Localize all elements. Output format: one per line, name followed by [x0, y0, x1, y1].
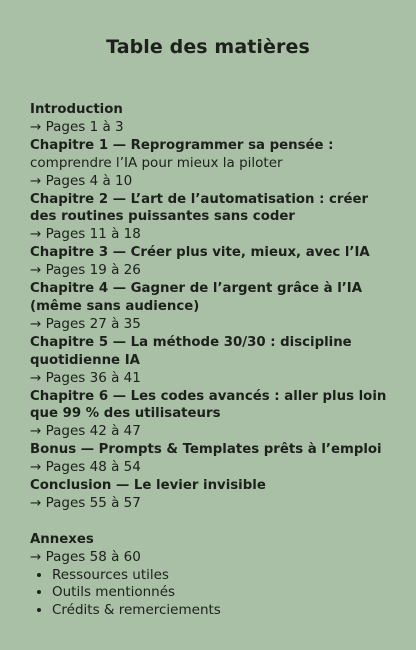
- toc-entry-chapitre-6: [30, 388, 392, 442]
- entry-heading: Chapitre 5 — La méthode 30/30 : discipline quotidienne IA: [30, 334, 352, 368]
- entry-pages: → Pages 42 à 47: [30, 423, 141, 440]
- entry-heading: Chapitre 3 — Créer plus vite, mieux, avec l’IA: [30, 245, 370, 261]
- page-title: Table des matières: [106, 36, 310, 58]
- entry-pages: → Pages 11 à 18: [30, 226, 141, 243]
- entry-pages: → Pages 27 à 35: [30, 315, 141, 332]
- entry-pages: → Pages 55 à 57: [30, 494, 141, 511]
- entry-pages: → Pages 19 à 26: [30, 262, 141, 279]
- toc-entry-chapitre-4: [30, 280, 392, 334]
- spacer: [30, 513, 392, 531]
- toc-entry-chapitre-3: [30, 244, 392, 280]
- entry-pages: → Pages 1 à 3: [30, 118, 124, 135]
- entry-pages: → Pages 4 à 10: [30, 172, 133, 189]
- entry-pages: → Pages 48 à 54: [30, 459, 141, 476]
- entry-heading: Chapitre 2 — L’art de l’automatisation : créer des routines puissantes sans coder: [30, 191, 369, 225]
- toc-entry-chapitre-5: [30, 334, 392, 388]
- entry-pages: → Pages 36 à 41: [30, 369, 141, 386]
- entry-pages: → Pages 58 à 60: [30, 548, 141, 565]
- entry-heading: Chapitre 1 — Reprogrammer sa pensée :: [30, 137, 334, 153]
- entry-description: comprendre l’IA pour mieux la piloter: [30, 154, 283, 171]
- table-of-contents: [30, 101, 392, 620]
- toc-entry-chapitre-1: [30, 137, 392, 191]
- entry-heading: Bonus — Prompts & Templates prêts à l’emploi: [30, 442, 382, 458]
- list-item: • Crédits & remerciements: [52, 602, 392, 620]
- entry-heading: Chapitre 4 — Gagner de l’argent grâce à l’IA (même sans audience): [30, 281, 363, 314]
- entry-heading: Annexes: [30, 531, 94, 547]
- toc-entry-introduction: [30, 101, 392, 137]
- list-item: • Ressources utiles: [52, 567, 392, 585]
- entry-heading: Introduction: [30, 102, 123, 117]
- annexes-list: [30, 567, 392, 621]
- toc-entry-annexes: [30, 531, 392, 621]
- toc-entry-conclusion: [30, 477, 392, 513]
- entry-heading: Conclusion — Le levier invisible: [30, 478, 266, 494]
- toc-entry-chapitre-2: [30, 191, 392, 245]
- list-item: • Outils mentionnés: [52, 584, 392, 602]
- toc-entry-bonus: [30, 441, 392, 477]
- entry-heading: Chapitre 6 — Les codes avancés : aller plus loin que 99 % des utilisateurs: [30, 388, 387, 422]
